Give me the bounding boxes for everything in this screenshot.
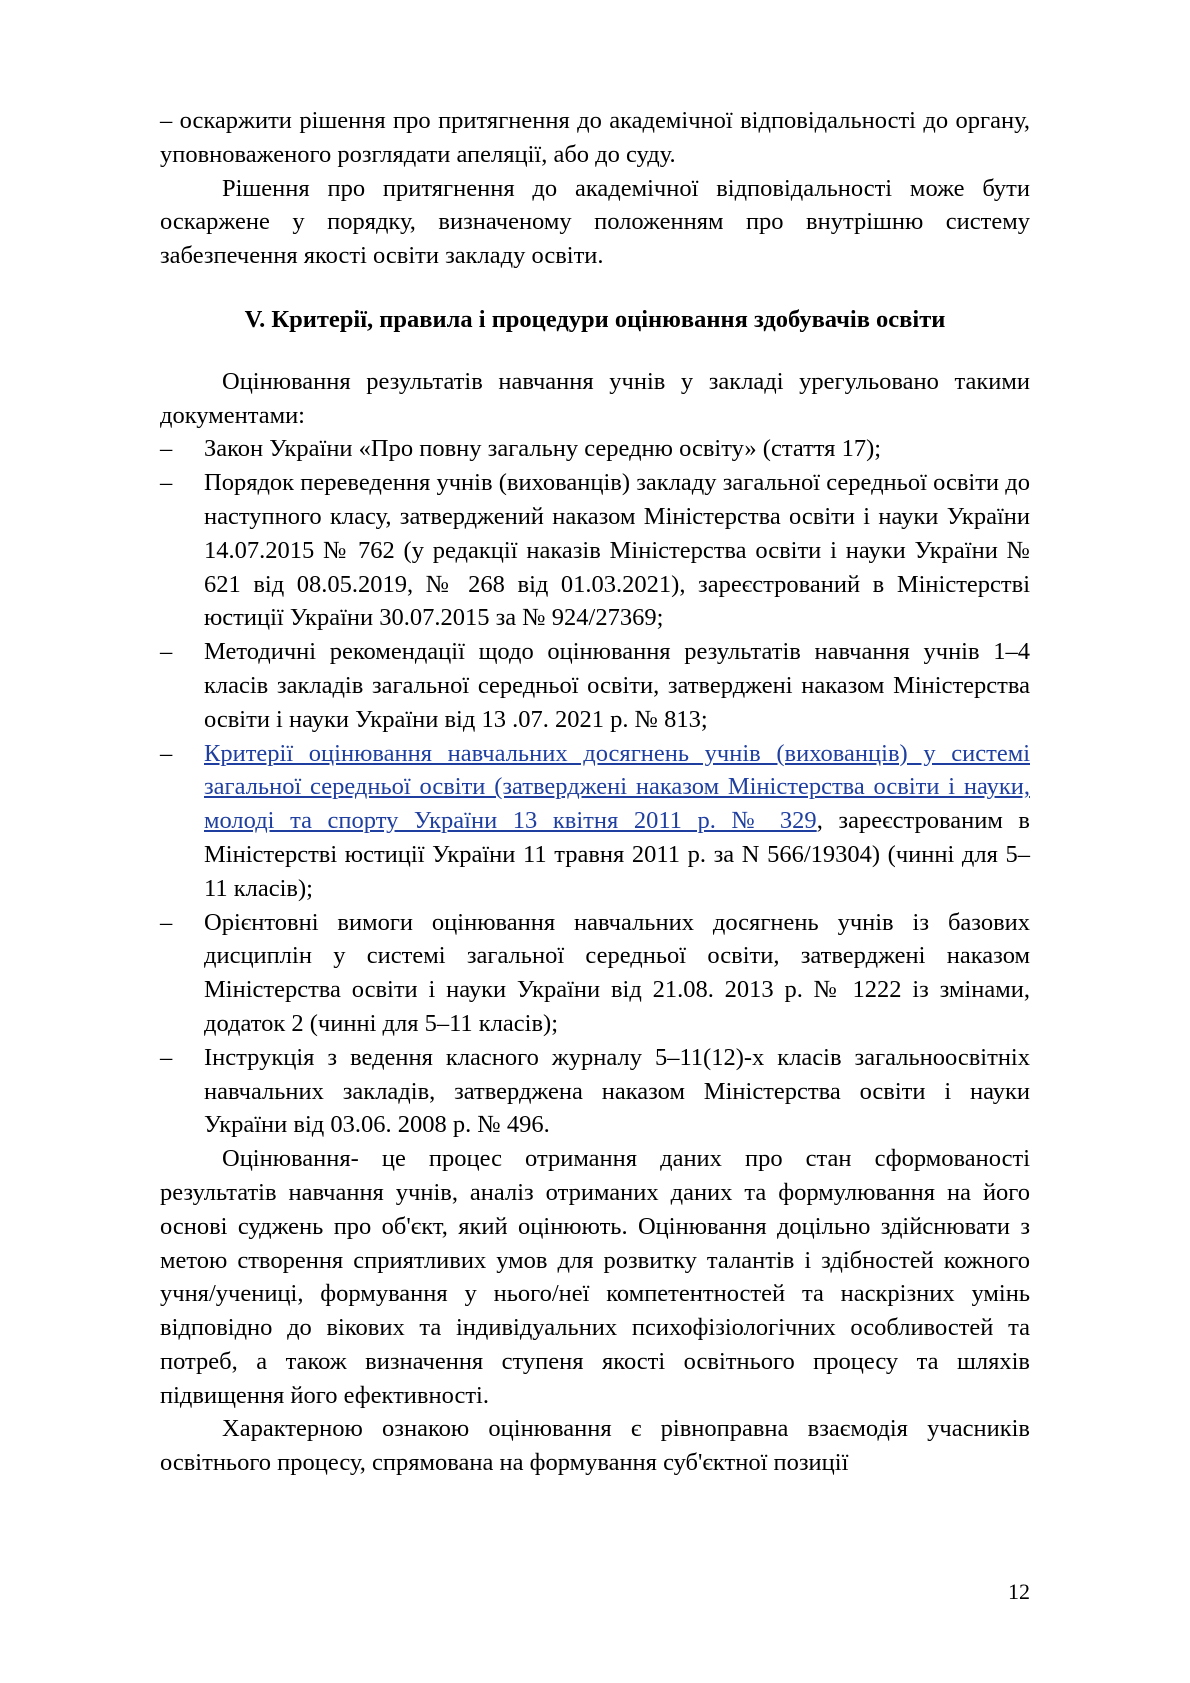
list-item	[160, 635, 1030, 736]
list-bullet-icon: –	[160, 469, 173, 497]
list-bullet-icon: –	[160, 739, 173, 767]
list-item	[160, 466, 1030, 635]
section-title: V. Критерії, правила і процедури оцінювання здобувачів освіти	[244, 305, 946, 333]
paragraph-appeal-decision: – оскаржити рішення про притягнення до академічної відповідальності до органу, уповноваженого розглядати апеляції, або до суду.	[160, 107, 1030, 168]
list-bullet-icon: –	[160, 908, 173, 936]
list-item	[160, 1041, 1030, 1142]
list-bullet-icon: –	[160, 1043, 173, 1071]
list-item-text: Інструкція з ведення класного журналу 5–11(12)-х класів загальноосвітніх навчальних закладів, затверджена наказом Міністерства освіти і науки України від 03.06. 2008 р. № 496.	[204, 1043, 1030, 1139]
list-item-text: Порядок переведення учнів (вихованців) закладу загальної середньої освіти до наступного класу, затверджений наказом Міністерства освіти і науки України 14.07.2015 № 762 (у редакції наказів Міністерства освіти і науки України № 621 від 08.05.2019, № 268 від 01.03.2021), зареєстрований в Міністерстві юстиції України 30.07.2015 за № 924/27369;	[204, 469, 1030, 632]
list-item	[160, 906, 1030, 1041]
page-content	[160, 104, 1030, 1480]
list-item-text: , зареєстрованим в Міністерстві юстиції України 11 травня 2011 р. за N 566/19304) (чинні для 5–11 класів);	[204, 807, 1030, 902]
list-item-text: Орієнтовні вимоги оцінювання навчальних досягнень учнів із базових дисциплін у системі загальної середньої освіти, затверджені наказом Міністерства освіти і науки України від 21.08. 2013 р. № 1222 із змінами, додаток 2 (чинні для 5–11 класів);	[204, 908, 1030, 1037]
list-bullet-icon: –	[160, 435, 173, 463]
paragraph-appeal-procedure: Рішення про притягнення до академічної відповідальності може бути оскаржене у порядку, визначеному положенням про внутрішню систему забезпечення якості освіти закладу освіти.	[160, 174, 1030, 270]
list-item-with-link	[160, 737, 1030, 906]
list-item-text: Закон України «Про повну загальну середню освіту» (стаття 17);	[204, 435, 882, 463]
paragraph-lead-documents: Оцінювання результатів навчання учнів у закладі урегульовано такими документами:	[160, 367, 1030, 429]
paragraph-assessment-definition: Оцінювання- це процес отримання даних про стан сформованості результатів навчання учнів, аналіз отриманих даних та формулювання на його основі суджень про об'єкт, який оцінюють. Оцінювання доцільно здійснювати з метою створення сприятливих умов для розвитку талантів і здібностей кожного учня/учениці, формування у нього/неї компетентностей та наскрізних умінь відповідно до вікових та індивідуальних психофізіологічних особливостей та потреб, а також визначення ступеня якості освітнього процесу та шляхів підвищення його ефективності.	[160, 1145, 1030, 1409]
page-number: 12	[1008, 1579, 1030, 1604]
list-item	[160, 432, 1030, 466]
criteria-hyperlink[interactable]: Критерії оцінювання навчальних досягнень учнів (вихованців) у системі загальної середньої освіти (затверджені наказом Міністерства освіти і науки, молоді та спорту України 13 квітня 2011 р. № 329	[204, 739, 1030, 835]
list-item-text: Методичні рекомендації щодо оцінювання результатів навчання учнів 1–4 класів закладів загальної середньої освіти, затверджені наказом Міністерства освіти і науки України від 13 .07. 2021 р. № 813;	[204, 638, 1030, 733]
list-bullet-icon: –	[160, 638, 173, 666]
paragraph-assessment-feature: Характерною ознакою оцінювання є рівноправна взаємодія учасників освітнього процесу, спрямована на формування суб'єктної позиції	[160, 1415, 1030, 1477]
regulatory-documents-list	[160, 432, 1030, 1142]
